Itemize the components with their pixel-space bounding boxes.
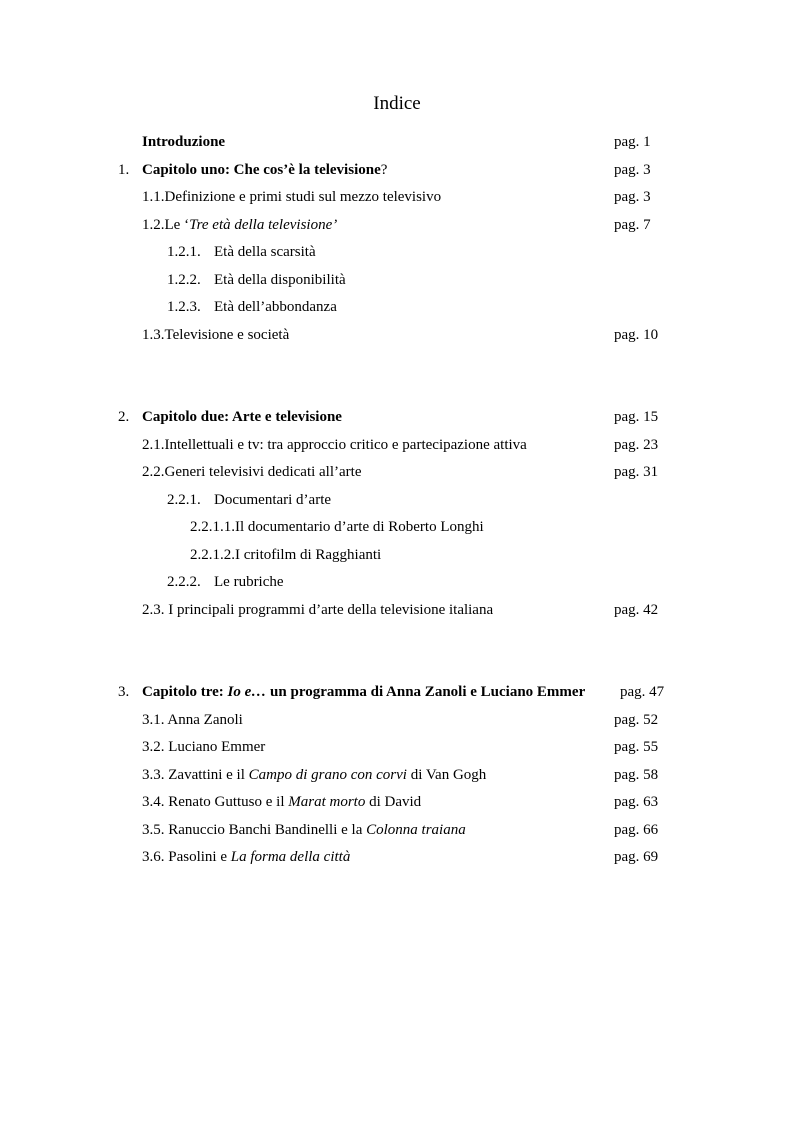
toc-label-1-2-3: Età dell’abbondanza <box>214 299 337 315</box>
toc-entry-2-2-2 <box>167 570 284 594</box>
toc-entry-1-2-1 <box>167 240 316 264</box>
chapter-3-title-italic: Io e… <box>227 684 267 700</box>
toc-entry-3-6 <box>142 845 350 869</box>
toc-entry-3-3 <box>142 763 486 787</box>
toc-entry-3-1: 3.1. Anna Zanoli <box>142 712 243 728</box>
chapter-1-title: Capitolo uno: Che cos’è la televisione <box>142 162 381 178</box>
toc-entry-3-4-prefix: 3.4. Renato Guttuso e il <box>142 794 289 810</box>
toc-number-2-2-1: 2.2.1. <box>167 492 201 508</box>
toc-page-3-1: pag. 52 <box>614 712 659 728</box>
toc-page-3-4: pag. 63 <box>614 794 659 810</box>
toc-page-1-2: pag. 7 <box>614 217 651 233</box>
toc-entry-1-2 <box>142 213 337 237</box>
toc-page-chapter-1: pag. 3 <box>614 162 651 178</box>
chapter-3-title-start: Capitolo tre: <box>142 684 228 700</box>
toc-entry-1-2-italic: Tre età della televisione’ <box>189 217 338 233</box>
toc-page-intro: pag. 1 <box>614 134 651 150</box>
toc-entry-3-6-italic: La forma della città <box>230 849 351 865</box>
toc-label-2-2-1: Documentari d’arte <box>214 492 332 508</box>
toc-entry-3-5-italic: Colonna traiana <box>366 822 466 838</box>
toc-page-1-1: pag. 3 <box>614 189 651 205</box>
chapter-1-title-end: ? <box>380 162 388 178</box>
toc-entry-3-3-prefix: 3.3. Zavattini e il <box>142 767 249 783</box>
toc-entry-intro: Introduzione <box>142 134 226 150</box>
toc-entry-2-3: 2.3. I principali programmi d’arte della televisione italiana <box>142 602 494 618</box>
toc-label-2-2-2: Le rubriche <box>214 574 284 590</box>
toc-page-2-3: pag. 42 <box>614 602 659 618</box>
toc-entry-1-1: 1.1.Definizione e primi studi sul mezzo televisivo <box>142 189 442 205</box>
toc-entry-2-2-1-1: 2.2.1.1.Il documentario d’arte di Roberto Longhi <box>190 519 484 535</box>
chapter-number-1: 1. <box>118 162 130 178</box>
toc-page-chapter-2: pag. 15 <box>614 409 659 425</box>
toc-entry-3-3-suffix: di Van Gogh <box>406 767 487 783</box>
chapter-number-3: 3. <box>118 684 130 700</box>
toc-label-1-2-2: Età della disponibilità <box>214 272 346 288</box>
toc-page-3-2: pag. 55 <box>614 739 659 755</box>
toc-entry-2-2: 2.2.Generi televisivi dedicati all’arte <box>142 464 362 480</box>
toc-entry-chapter-2: Capitolo due: Arte e televisione <box>142 409 342 425</box>
toc-page-3-3: pag. 58 <box>614 767 659 783</box>
page-title: Indice <box>373 93 421 114</box>
toc-entry-chapter-3 <box>142 680 585 704</box>
toc-entry-2-2-1 <box>167 488 331 512</box>
toc-entry-1-2-2 <box>167 268 346 292</box>
toc-number-1-2-1: 1.2.1. <box>167 244 201 260</box>
toc-number-1-2-2: 1.2.2. <box>167 272 201 288</box>
chapter-3-title-end: un programma di Anna Zanoli e Luciano Emmer <box>266 684 586 700</box>
toc-entry-3-5 <box>142 818 466 842</box>
toc-page-1-3: pag. 10 <box>614 327 659 343</box>
toc-page-2-2: pag. 31 <box>614 464 659 480</box>
toc-entry-1-3: 1.3.Televisione e società <box>142 327 290 343</box>
toc-page-chapter-3: pag. 47 <box>620 684 665 700</box>
chapter-number-2: 2. <box>118 409 130 425</box>
toc-entry-1-2-3 <box>167 295 337 319</box>
toc-entry-3-4-italic: Marat morto <box>288 794 366 810</box>
toc-label-1-2-1: Età della scarsità <box>214 244 316 260</box>
toc-entry-3-3-italic: Campo di grano con corvi <box>248 767 407 783</box>
toc-number-1-2-3: 1.2.3. <box>167 299 201 315</box>
toc-entry-3-6-prefix: 3.6. Pasolini e <box>142 849 231 865</box>
toc-entry-3-4-suffix: di David <box>365 794 422 810</box>
toc-page-3-6: pag. 69 <box>614 849 659 865</box>
toc-entry-chapter-1 <box>142 158 387 182</box>
toc-entry-2-1: 2.1.Intellettuali e tv: tra approccio critico e partecipazione attiva <box>142 437 527 453</box>
toc-number-2-2-2: 2.2.2. <box>167 574 201 590</box>
toc-entry-1-2-prefix: 1.2.Le ‘ <box>142 217 190 233</box>
toc-page-3-5: pag. 66 <box>614 822 659 838</box>
toc-page-2-1: pag. 23 <box>614 437 659 453</box>
toc-entry-3-4 <box>142 790 421 814</box>
toc-entry-3-5-prefix: 3.5. Ranuccio Banchi Bandinelli e la <box>142 822 367 838</box>
toc-entry-3-2: 3.2. Luciano Emmer <box>142 739 266 755</box>
toc-entry-2-2-1-2: 2.2.1.2.I critofilm di Ragghianti <box>190 547 382 563</box>
